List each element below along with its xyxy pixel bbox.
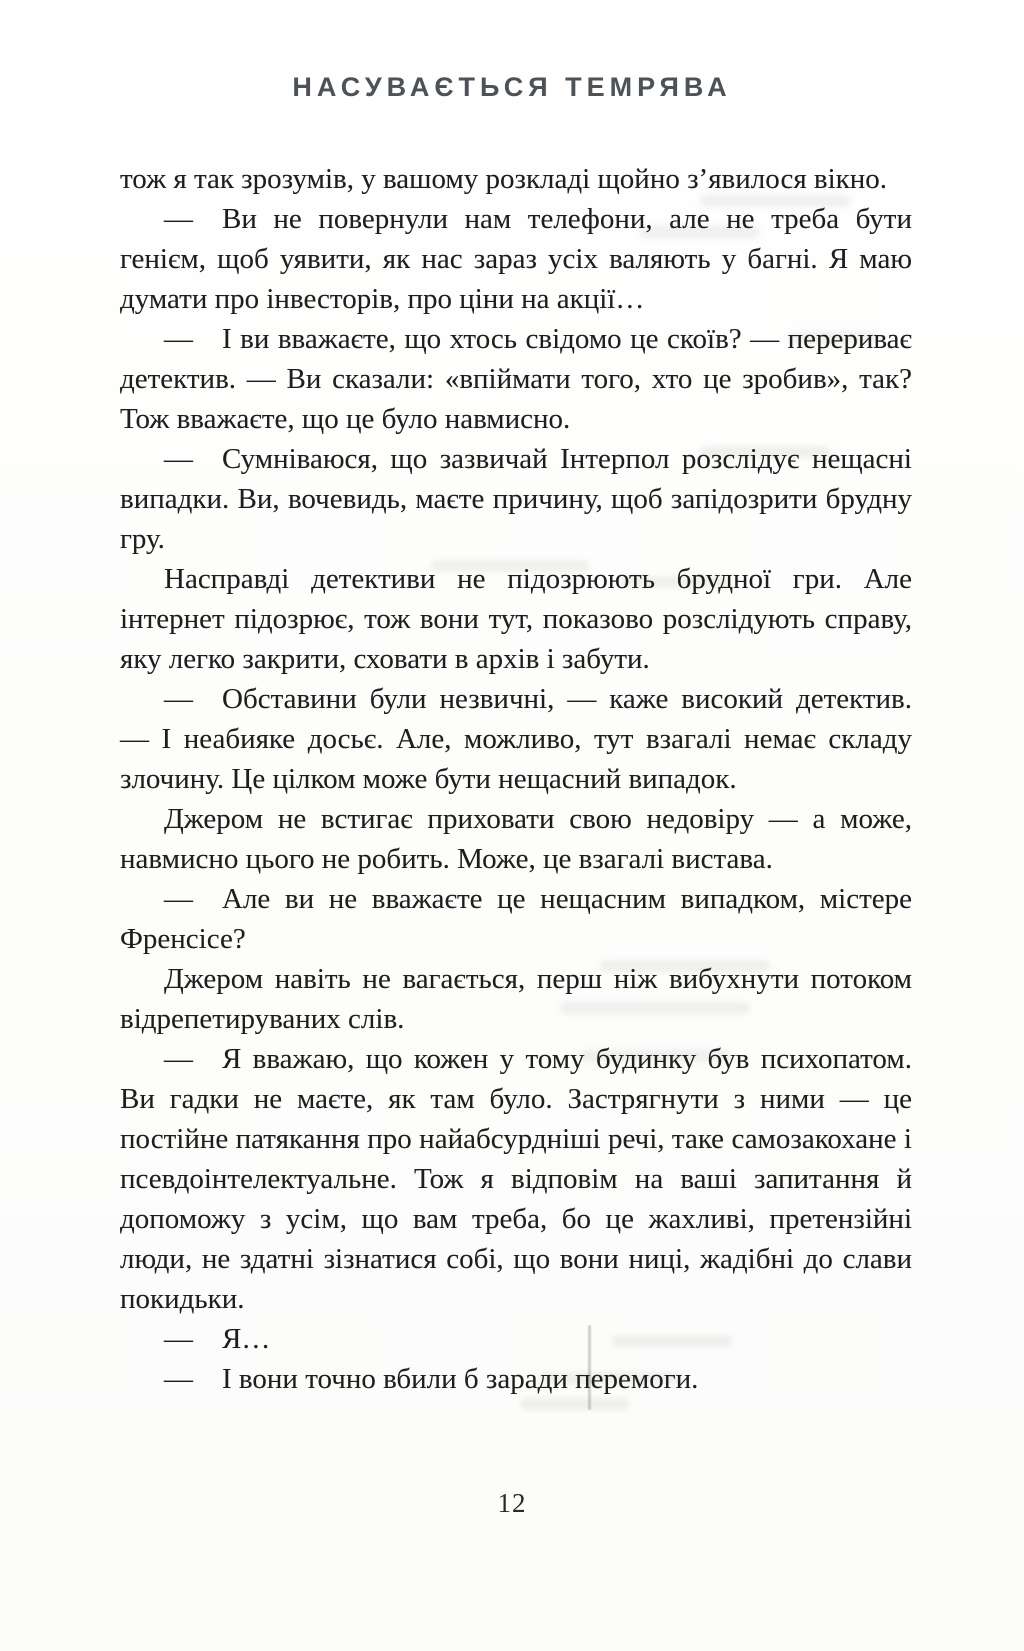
paragraph: — І ви вважаєте, що хтось свідомо це скоїв? — перериває детектив. — Ви сказали: «впіймати того, хто це зробив», так? Тож вважаєте, що це було навмисно. [120, 323, 912, 435]
paragraph: — Але ви не вважаєте це нещасним випадком, містере Френсісе? [120, 883, 912, 955]
paragraph: Джером навіть не вагається, перш ніж вибухнути потоком відрепетируваних слів. [120, 963, 912, 1035]
running-header: НАСУВАЄТЬСЯ ТЕМРЯВА [292, 72, 732, 102]
paragraph: — Ви не повернули нам телефони, але не треба бути генієм, щоб уявити, як нас зараз усіх валяють у багні. Я маю думати про інвесторів, про ціни на акції… [120, 203, 912, 315]
paragraph: — І вони точно вбили б заради перемоги. [164, 1363, 699, 1395]
paragraph: Насправді детективи не підозрюють брудної гри. Але інтернет підозрює, тож вони тут, показово розслідують справу, яку легко закрити, сховати в архів і забути. [120, 563, 912, 675]
page-number: 12 [497, 1488, 527, 1518]
paragraph: Джером не встигає приховати свою недовіру — а може, навмисно цього не робить. Може, це взагалі вистава. [120, 803, 912, 875]
bleed-through-mark [520, 1398, 630, 1410]
paragraph: тож я так зрозумів, у вашому розкладі щойно з’явилося вікно. [120, 163, 888, 195]
paragraph: — Я… [164, 1323, 271, 1355]
paragraph: — Я вважаю, що кожен у тому будинку був психопатом. Ви гадки не маєте, як там було. Застрягнути з ними — це постійне патякання про найабсурдніші речі, таке самозакохане і псевдоінтелектуальне. Тож я відповім на ваші запитання й допоможу з усім, що вам треба, бо це жахливі, претензійні люди, не здатні зізнатися собі, що вони ниці, жадібні до слави покидьки. [120, 1043, 912, 1315]
paragraph: — Обставини були незвичні, — каже високий детектив. — І неабияке досьє. Але, можливо, тут взагалі немає складу злочину. Це цілком може бути нещасний випадок. [120, 683, 912, 795]
paragraph: — Сумніваюся, що зазвичай Інтерпол розслідує нещасні випадки. Ви, вочевидь, маєте причину, щоб запідозрити брудну гру. [120, 443, 912, 555]
body-text [120, 159, 912, 1399]
